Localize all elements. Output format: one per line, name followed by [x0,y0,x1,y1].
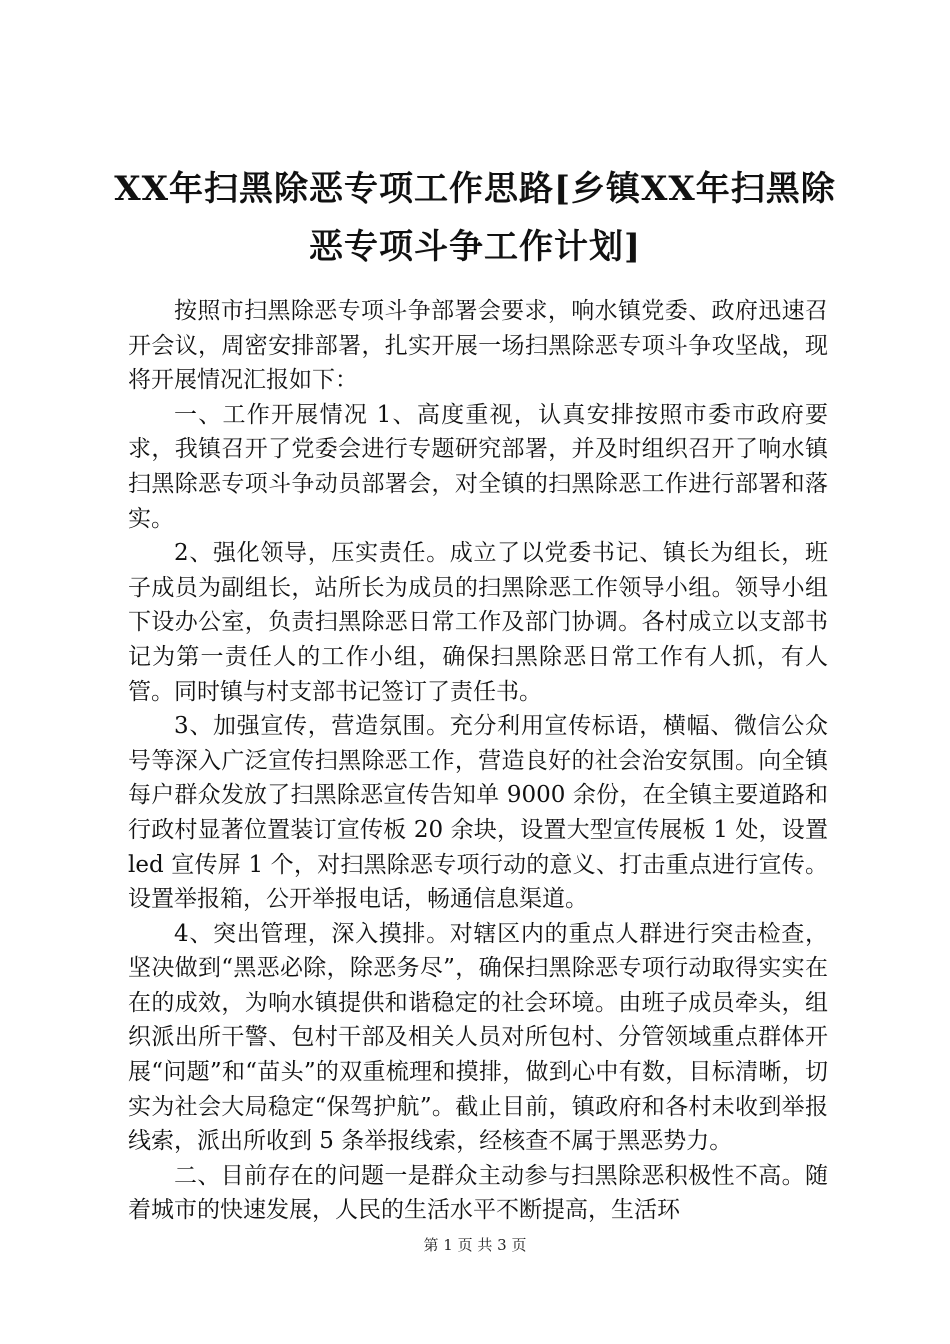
document-body [128,294,828,1228]
paragraph: 4、突出管理，深入摸排。对辖区内的重点人群进行突击检查，坚决做到“黑恶必除，除恶务尽”，确保扫黑除恶专项行动取得实实在在的成效，为响水镇提供和谐稳定的社会环境。由班子成员牵头，组织派出所干警、包村干部及相关人员对所包村、分管领域重点群体开展“问题”和“苗头”的双重梳理和摸排，做到心中有数，目标清晰，切实为社会大局稳定“保驾护航”。截止目前，镇政府和各村未收到举报线索，派出所收到 5 条举报线索，经核查不属于黑恶势力。 [128,920,828,1155]
paragraph: 2、强化领导，压实责任。成立了以党委书记、镇长为组长，班子成员为副组长，站所长为成员的扫黑除恶工作领导小组。领导小组下设办公室，负责扫黑除恶日常工作及部门协调。各村成立以支部书记为第一责任人的工作小组，确保扫黑除恶日常工作有人抓，有人管。同时镇与村支部书记签订了责任书。 [128,540,828,705]
document-title: XX年扫黑除恶专项工作思路[乡镇XX年扫黑除恶专项斗争工作计划] [114,169,836,267]
page-footer: 第 1 页 共 3 页 [423,1236,527,1254]
paragraph: 3、加强宣传，营造氛围。充分利用宣传标语，横幅、微信公众号等深入广泛宣传扫黑除恶工作，营造良好的社会治安氛围。向全镇每户群众发放了扫黑除恶宣传告知单 9000 余份，在全镇主要道路和行政村显著位置装订宣传板 20 余块，设置大型宣传展板 1 处，设置 led 宣传屏 1 个，对扫黑除恶专项行动的意义、打击重点进行宣传。设置举报箱，公开举报电话，畅通信息渠道。 [128,713,828,913]
paragraph: 一、工作开展情况 1、高度重视，认真安排按照市委市政府要求，我镇召开了党委会进行专题研究部署，并及时组织召开了响水镇扫黑除恶专项斗争动员部署会，对全镇的扫黑除恶工作进行部署和落实。 [128,401,828,532]
paragraph: 二、目前存在的问题一是群众主动参与扫黑除恶积极性不高。随着城市的快速发展，人民的生活水平不断提高，生活环 [128,1162,828,1224]
paragraph: 按照市扫黑除恶专项斗争部署会要求，响水镇党委、政府迅速召开会议，周密安排部署，扎实开展一场扫黑除恶专项斗争攻坚战，现将开展情况汇报如下： [128,298,828,394]
